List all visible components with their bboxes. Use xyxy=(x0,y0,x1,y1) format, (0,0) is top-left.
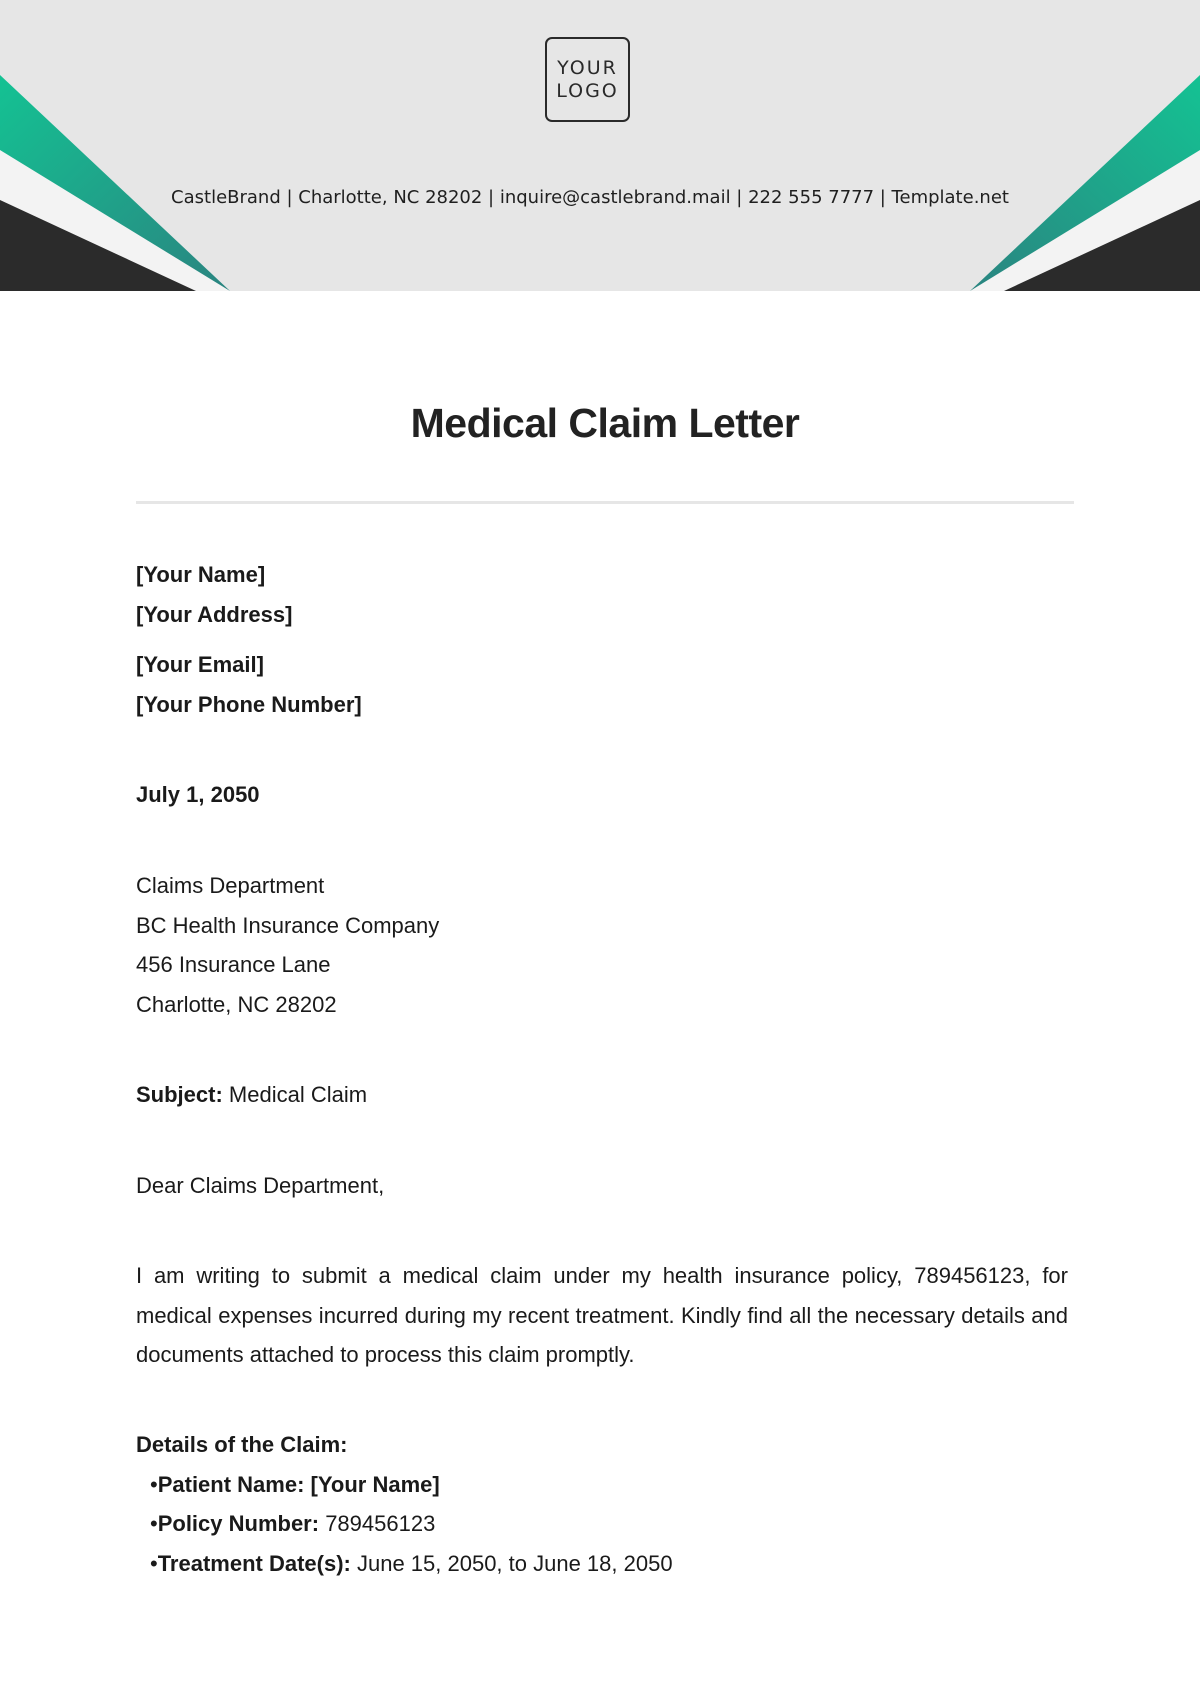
logo-line-1: YOUR xyxy=(557,56,618,79)
page-title: Medical Claim Letter xyxy=(410,400,800,446)
recipient-line-3: 456 Insurance Lane xyxy=(136,952,331,977)
sender-block xyxy=(136,555,1068,634)
bullet-icon: • xyxy=(150,1471,158,1497)
recipient-line-4: Charlotte, NC 28202 xyxy=(136,991,337,1017)
detail-label: Policy Number: xyxy=(157,1511,320,1536)
detail-value: June 15, 2050, to June 18, 2050 xyxy=(350,1550,673,1576)
title-divider xyxy=(136,501,1074,504)
letterhead-header xyxy=(0,0,1200,291)
list-item xyxy=(136,1544,1068,1584)
contact-line: CastleBrand | Charlotte, NC 28202 | inquire@castlebrand.mail | 222 555 7777 | Template.net xyxy=(171,187,1009,208)
subject-label: Subject: xyxy=(136,1082,223,1107)
body-paragraph: I am writing to submit a medical claim under my health insurance policy, 789456123, for medical expenses incurred during my recent treatment. Kindly find all the necessary details and documents attached to process this claim promptly. xyxy=(136,1263,1068,1367)
sender-address: [Your Address] xyxy=(136,601,293,627)
bullet-icon: • xyxy=(150,1511,158,1536)
claim-details xyxy=(136,1425,1068,1583)
detail-label: Patient Name: [Your Name] xyxy=(157,1471,440,1497)
recipient-block xyxy=(136,866,1068,1024)
detail-value: 789456123 xyxy=(319,1511,436,1536)
recipient-line-1: Claims Department xyxy=(136,873,325,898)
sender-contact-block xyxy=(136,645,1068,724)
letter-date: July 1, 2050 xyxy=(136,782,260,807)
details-heading: Details of the Claim: xyxy=(136,1432,348,1457)
subject-value: Medical Claim xyxy=(222,1082,368,1107)
logo-line-2: LOGO xyxy=(556,79,619,102)
detail-label: Treatment Date(s): xyxy=(157,1550,351,1576)
sender-email: [Your Email] xyxy=(136,652,264,677)
recipient-line-2: BC Health Insurance Company xyxy=(136,912,440,938)
sender-phone: [Your Phone Number] xyxy=(136,691,362,717)
list-item xyxy=(136,1504,1068,1544)
salutation: Dear Claims Department, xyxy=(136,1173,385,1198)
logo-placeholder xyxy=(545,37,630,122)
subject-line xyxy=(136,1075,1068,1115)
list-item xyxy=(136,1465,1068,1505)
sender-name: [Your Name] xyxy=(136,562,266,587)
bullet-icon: • xyxy=(150,1550,158,1576)
